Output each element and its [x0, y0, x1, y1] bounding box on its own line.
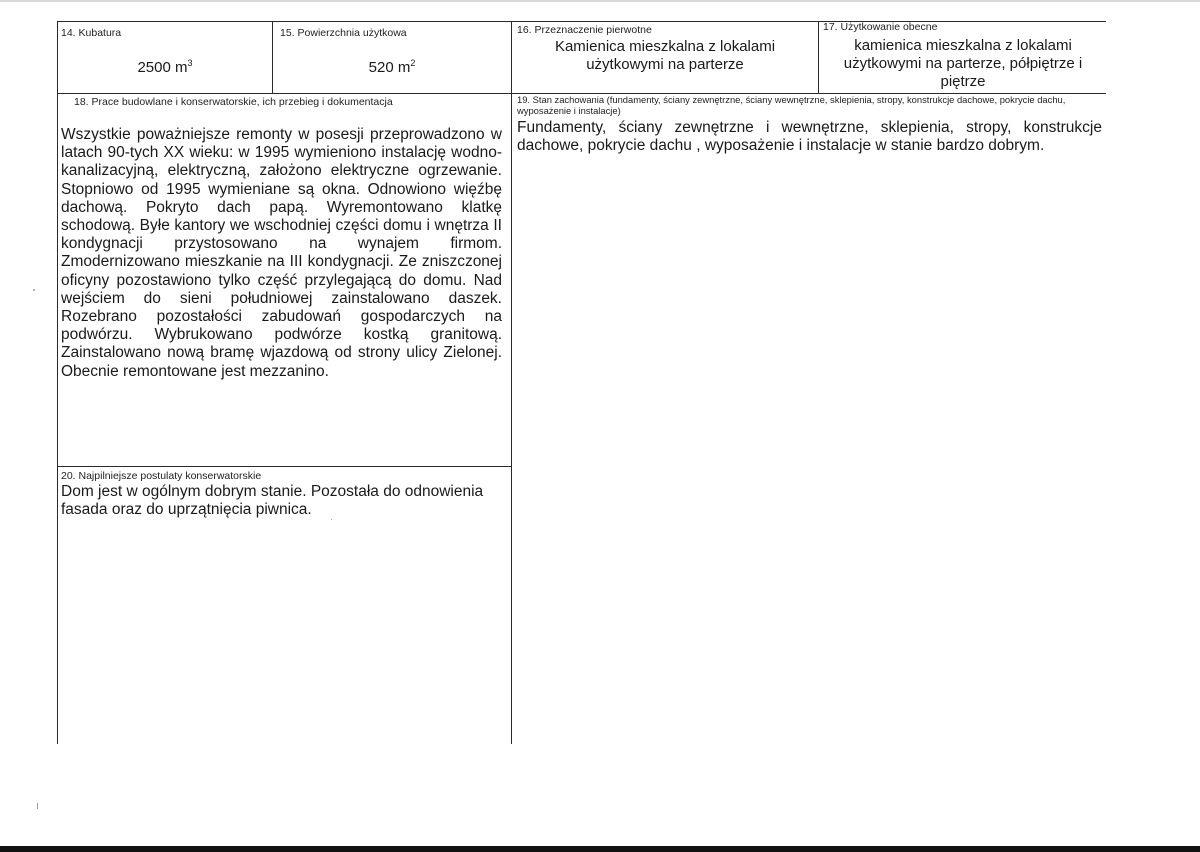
field-14-label: 14. Kubatura [61, 27, 122, 39]
scan-speck [33, 289, 35, 291]
field-14-value: 2500 $m^3$ [137, 58, 193, 76]
field-15-label: 15. Powierzchnia użytkowa [280, 27, 407, 39]
grid-line-top [57, 21, 1106, 22]
field-16-label: 16. Przeznaczenie pierwotne [517, 24, 652, 36]
scan-speck [331, 519, 332, 520]
field-18-text: Wszystkie poważniejsze remonty w posesji przeprowadzono w latach 90-tych XX wieku: w 1995 wymieniono instalację wodno-kanalizacyjną, elektryczną, założono elektryczne ogrzewanie. Stopniowo od 1995 wymieniane są okna. Odnowiono więźbę dachową. Pokryto dach papą. Wyremontowano klatkę schodową. Byłe kantory we wschodniej części domu i wnętrza II kondygnacji przystosowano na wynajem firmom. Zmodernizowano mieszkanie na III kondygnacji. Ze zniszczonej oficyny pozostawiono tylko część przylegającą do domu. Nad wejściem do sieni południowej zainstalowano daszek. Rozebrano pozostałości zabudowań gospodarczych na podwórzu. Wybrukowano podwórze kostką granitową. Zainstalowano nową bramę wjazdową od strony ulicy Zielonej. Obecnie remontowane jest mezzanino. [61, 126, 502, 380]
grid-line-left [57, 21, 58, 744]
scan-edge-top [0, 0, 1200, 2]
scan-edge-bottom [0, 846, 1200, 852]
grid-line-col-f16-f17 [818, 21, 819, 93]
field-18-label: 18. Prace budowlane i konserwatorskie, ich przebieg i dokumentacja [74, 96, 393, 108]
field-20-text: Dom jest w ogólnym dobrym stanie. Pozostała do odnowienia fasada oraz do uprzątnięcia piwnica. [61, 483, 484, 519]
field-19-label: 19. Stan zachowania (fundamenty, ściany zewnętrzne, ściany wewnętrzne, sklepienia, stropy, konstrukcje dachowe, pokrycie dachu, wyposażenie i instalacje) [517, 94, 1066, 116]
grid-line-col-middle [511, 21, 512, 744]
field-20-label: 20. Najpilniejsze postulaty konserwatorskie [61, 470, 262, 482]
field-16-value: Kamienica mieszkalna z lokalami użytkowymi na parterze [554, 38, 776, 73]
grid-line-row2-bottom [57, 466, 512, 467]
field-17-label: 17. Użytkowanie obecne [823, 21, 938, 33]
field-17-value: kamienica mieszkalna z lokalami użytkowymi na parterze, półpiętrze i piętrze [843, 37, 1083, 90]
field-15-value: 520 $m^2$ [368, 58, 416, 76]
field-19-text: Fundamenty, ściany zewnętrzne i wewnętrzne, sklepienia, stropy, konstrukcje dachowe, pokrycie dachu , wyposażenie i instalacje w stanie bardzo dobrym. [517, 119, 1102, 155]
scan-speck [37, 803, 38, 809]
